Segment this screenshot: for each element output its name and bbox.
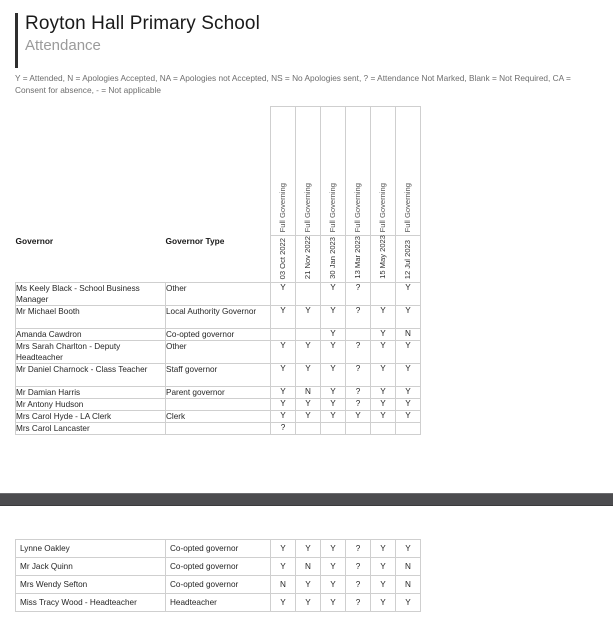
attendance-mark: Y: [396, 411, 421, 423]
attendance-mark: Y: [321, 540, 346, 558]
attendance-mark: Y: [271, 399, 296, 411]
attendance-mark: Y: [271, 558, 296, 576]
attendance-mark: ?: [346, 283, 371, 306]
attendance-mark: Y: [396, 387, 421, 399]
table-row: [16, 283, 421, 306]
attendance-mark: [321, 423, 346, 435]
attendance-mark: Y: [371, 364, 396, 387]
meeting-date-label: 30 Jan 2023: [328, 237, 337, 279]
attendance-mark: Y: [371, 387, 396, 399]
attendance-mark: Y: [271, 540, 296, 558]
page-subtitle: Attendance: [25, 37, 101, 54]
table-row: [16, 411, 421, 423]
attendance-mark: N: [396, 329, 421, 341]
attendance-mark: Y: [396, 341, 421, 364]
attendance-mark: Y: [396, 364, 421, 387]
attendance-mark: ?: [346, 387, 371, 399]
governor-type: Headteacher: [166, 594, 271, 612]
attendance-mark: Y: [271, 306, 296, 329]
attendance-mark: Y: [371, 329, 396, 341]
attendance-mark: Y: [396, 283, 421, 306]
attendance-mark: N: [396, 558, 421, 576]
table-row: [16, 341, 421, 364]
governor-type: Local Authority Governor: [166, 306, 271, 329]
meeting-type-label: Full Governing: [353, 182, 362, 232]
governor-type: Co-opted governor: [166, 558, 271, 576]
attendance-mark: Y: [321, 341, 346, 364]
meeting-date-header: [271, 236, 296, 283]
attendance-mark: N: [296, 558, 321, 576]
meeting-date-label: 15 May 2023: [378, 235, 387, 279]
attendance-mark: Y: [296, 306, 321, 329]
attendance-mark: Y: [321, 558, 346, 576]
attendance-table-continued-container: [15, 539, 421, 612]
meeting-date-label: 03 Oct 2022: [278, 237, 287, 279]
attendance-mark: Y: [321, 329, 346, 341]
governor-name: Mrs Wendy Sefton: [16, 576, 166, 594]
column-header-governor-type: Governor Type: [166, 236, 271, 283]
attendance-mark: [371, 283, 396, 306]
attendance-mark: Y: [271, 341, 296, 364]
attendance-mark: Y: [321, 594, 346, 612]
governor-type: Other: [166, 283, 271, 306]
meeting-type-header: [296, 107, 321, 236]
attendance-mark: Y: [396, 594, 421, 612]
governor-type: Co-opted governor: [166, 540, 271, 558]
attendance-mark: [271, 329, 296, 341]
meeting-type-header: [371, 107, 396, 236]
attendance-table-container: [15, 106, 613, 435]
attendance-mark: [296, 329, 321, 341]
attendance-mark: Y: [321, 411, 346, 423]
governor-name: Mrs Sarah Charlton - Deputy Headteacher: [16, 341, 166, 364]
attendance-mark: Y: [271, 387, 296, 399]
governor-type: [166, 423, 271, 435]
governor-type: Staff governor: [166, 364, 271, 387]
governor-name: Mr Jack Quinn: [16, 558, 166, 576]
attendance-mark: Y: [321, 387, 346, 399]
page-header: [0, 0, 613, 56]
attendance-mark: ?: [346, 594, 371, 612]
meeting-date-label: 21 Nov 2022: [303, 235, 312, 279]
table-row: [16, 576, 421, 594]
meeting-type-header: [346, 107, 371, 236]
attendance-mark: Y: [321, 364, 346, 387]
title-block: [15, 12, 613, 56]
attendance-mark: Y: [371, 411, 396, 423]
table-row: [16, 423, 421, 435]
table-row: [16, 540, 421, 558]
attendance-mark: Y: [346, 411, 371, 423]
attendance-mark: Y: [371, 594, 396, 612]
meeting-type-header-row: [16, 107, 421, 236]
attendance-mark: [371, 423, 396, 435]
meeting-type-header: [396, 107, 421, 236]
table-row: [16, 558, 421, 576]
attendance-table-head: [16, 107, 421, 283]
legend-line-1: Y = Attended, N = Apologies Accepted, NA = Apologies not Accepted, NS = No Apologies sent, ? = Attendance Not Marked, Blank = Not Required,: [15, 73, 551, 83]
page-separator-band: [0, 493, 613, 506]
table-row: [16, 594, 421, 612]
governor-name: Mr Damian Harris: [16, 387, 166, 399]
attendance-mark: ?: [271, 423, 296, 435]
table-row: [16, 329, 421, 341]
attendance-mark: ?: [346, 306, 371, 329]
meeting-date-header-row: [16, 236, 421, 283]
table-row: [16, 306, 421, 329]
attendance-mark: ?: [346, 576, 371, 594]
table-row: [16, 387, 421, 399]
attendance-mark: Y: [321, 306, 346, 329]
attendance-mark: Y: [396, 399, 421, 411]
legend: [15, 73, 600, 96]
meeting-type-label: Full Governing: [278, 182, 287, 232]
page-title: Royton Hall Primary School: [25, 13, 260, 34]
attendance-mark: Y: [296, 576, 321, 594]
attendance-mark: ?: [346, 399, 371, 411]
meeting-date-header: [396, 236, 421, 283]
meeting-type-header: [321, 107, 346, 236]
governor-type: Clerk: [166, 411, 271, 423]
attendance-mark: Y: [371, 558, 396, 576]
attendance-mark: ?: [346, 341, 371, 364]
attendance-mark: Y: [296, 594, 321, 612]
meeting-type-header: [271, 107, 296, 236]
governor-type: [166, 399, 271, 411]
attendance-mark: N: [296, 387, 321, 399]
header-spacer-governor: [16, 107, 166, 236]
attendance-mark: [346, 423, 371, 435]
attendance-mark: [296, 283, 321, 306]
attendance-mark: Y: [321, 283, 346, 306]
attendance-mark: ?: [346, 558, 371, 576]
governor-name: Mrs Carol Hyde - LA Clerk: [16, 411, 166, 423]
meeting-date-label: 12 Jul 2023: [403, 239, 412, 279]
governor-type: Co-opted governor: [166, 329, 271, 341]
governor-type: Co-opted governor: [166, 576, 271, 594]
attendance-mark: Y: [271, 411, 296, 423]
attendance-mark: [346, 329, 371, 341]
column-header-governor: Governor: [16, 236, 166, 283]
attendance-mark: Y: [396, 540, 421, 558]
governor-name: Mrs Carol Lancaster: [16, 423, 166, 435]
attendance-table-continued: [15, 539, 421, 612]
attendance-mark: Y: [371, 399, 396, 411]
governor-type: Other: [166, 341, 271, 364]
attendance-mark: Y: [371, 540, 396, 558]
attendance-mark: Y: [371, 576, 396, 594]
meeting-date-header: [346, 236, 371, 283]
title-accent-bar: [15, 13, 18, 68]
attendance-mark: [396, 423, 421, 435]
attendance-mark: Y: [296, 399, 321, 411]
attendance-table-body: [16, 283, 421, 435]
attendance-mark: Y: [296, 364, 321, 387]
attendance-mark: Y: [271, 594, 296, 612]
attendance-mark: Y: [371, 341, 396, 364]
attendance-mark: N: [396, 576, 421, 594]
attendance-mark: N: [271, 576, 296, 594]
attendance-mark: Y: [296, 341, 321, 364]
attendance-mark: Y: [371, 306, 396, 329]
meeting-type-label: Full Governing: [378, 182, 387, 232]
governor-name: Miss Tracy Wood - Headteacher: [16, 594, 166, 612]
attendance-mark: Y: [321, 399, 346, 411]
attendance-mark: Y: [296, 411, 321, 423]
meeting-type-label: Full Governing: [328, 182, 337, 232]
attendance-mark: Y: [271, 283, 296, 306]
governor-name: Lynne Oakley: [16, 540, 166, 558]
attendance-mark: Y: [321, 576, 346, 594]
attendance-mark: Y: [271, 364, 296, 387]
attendance-mark: Y: [396, 306, 421, 329]
governor-name: Mr Daniel Charnock - Class Teacher: [16, 364, 166, 387]
table-row: [16, 364, 421, 387]
governor-name: Ms Keely Black - School Business Manager: [16, 283, 166, 306]
attendance-mark: [296, 423, 321, 435]
attendance-mark: ?: [346, 540, 371, 558]
governor-type: Parent governor: [166, 387, 271, 399]
legend-line-2: CA = Consent for absence, - = Not applicable: [15, 73, 571, 95]
meeting-type-label: Full Governing: [303, 182, 312, 232]
attendance-table: [15, 106, 421, 435]
governor-name: Mr Michael Booth: [16, 306, 166, 329]
meeting-date-label: 13 Mar 2023: [353, 236, 362, 279]
attendance-mark: ?: [346, 364, 371, 387]
meeting-date-header: [321, 236, 346, 283]
table-row: [16, 399, 421, 411]
governor-name: Mr Antony Hudson: [16, 399, 166, 411]
governor-name: Amanda Cawdron: [16, 329, 166, 341]
meeting-date-header: [296, 236, 321, 283]
attendance-mark: Y: [296, 540, 321, 558]
header-spacer-type: [166, 107, 271, 236]
attendance-table-continued-body: [16, 540, 421, 612]
meeting-type-label: Full Governing: [403, 182, 412, 232]
meeting-date-header: [371, 236, 396, 283]
